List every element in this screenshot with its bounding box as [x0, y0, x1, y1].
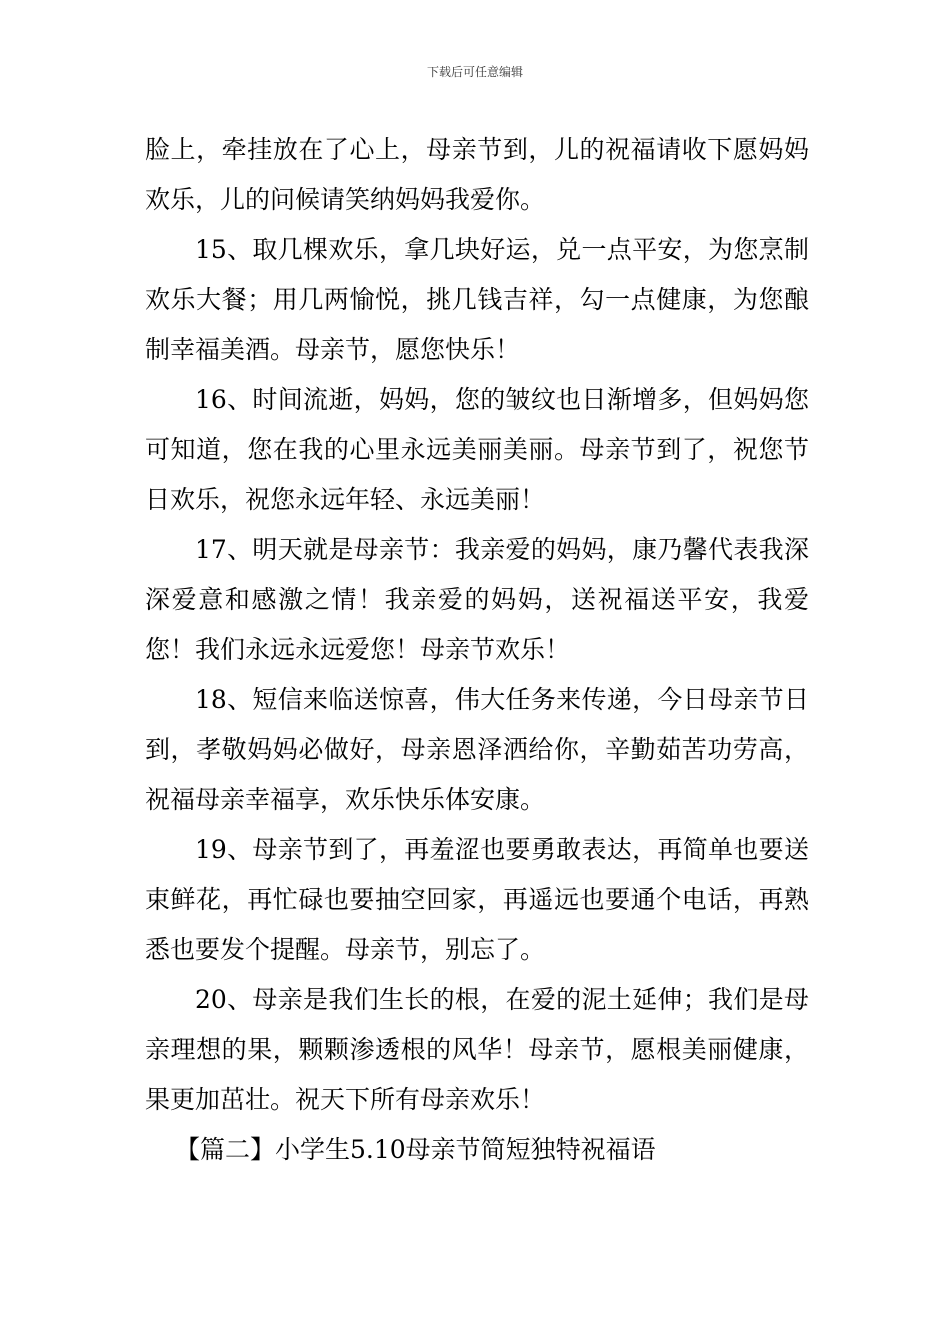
- paragraph-item-19: 19、母亲节到了，再羞涩也要勇敢表达，再简单也要送束鲜花，再忙碌也要抽空回家，再遥远也要通个电话，再熟悉也要发个提醒。母亲节，别忘了。: [145, 835, 809, 964]
- paragraph-item-20: 20、母亲是我们生长的根，在爱的泥土延伸；我们是母亲理想的果，颗颗渗透根的风华！母亲节，愿根美丽健康，果更加茁壮。祝天下所有母亲欢乐！: [145, 985, 809, 1114]
- paragraph-continuation: 脸上，牵挂放在了心上，母亲节到，儿的祝福请收下愿妈妈欢乐，儿的问候请笑纳妈妈我爱你。: [145, 135, 809, 214]
- page-header: 下载后可任意编辑: [426, 65, 523, 79]
- paragraph-item-15: 15、取几棵欢乐，拿几块好运，兑一点平安，为您烹制欢乐大餐；用几两愉悦，挑几钱吉祥，勾一点健康，为您酿制幸福美酒。母亲节，愿您快乐！: [145, 235, 809, 364]
- paragraph-item-16: 16、时间流逝，妈妈，您的皱纹也日渐增多，但妈妈您可知道，您在我的心里永远美丽美丽。母亲节到了，祝您节日欢乐，祝您永远年轻、永远美丽！: [145, 385, 809, 514]
- section-heading: 【篇二】小学生5.10母亲节简短独特祝福语: [175, 1135, 656, 1164]
- document-body: [145, 125, 809, 1175]
- paragraph-item-17: 17、明天就是母亲节：我亲爱的妈妈，康乃馨代表我深深爱意和感激之情！我亲爱的妈妈，送祝福送平安，我爱您！我们永远永远爱您！母亲节欢乐！: [145, 535, 809, 664]
- paragraph-item-18: 18、短信来临送惊喜，伟大任务来传递，今日母亲节日到，孝敬妈妈必做好，母亲恩泽洒给你，辛勤茹苦功劳高，祝福母亲幸福享，欢乐快乐体安康。: [145, 685, 809, 814]
